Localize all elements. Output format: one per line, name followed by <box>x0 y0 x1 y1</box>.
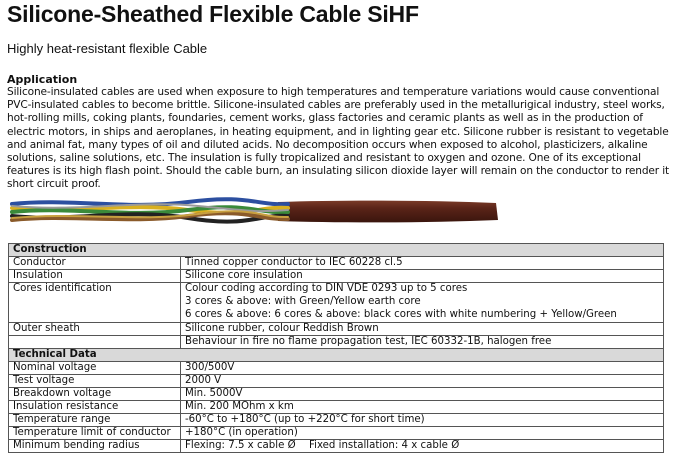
table-row <box>9 440 664 453</box>
application-heading: Application <box>7 73 78 86</box>
row-label: Conductor <box>9 257 181 270</box>
table-row <box>9 427 664 440</box>
table-row <box>9 375 664 388</box>
table-row <box>9 257 664 270</box>
row-label: Insulation resistance <box>9 401 181 414</box>
bending-flexing-value: Flexing: 7.5 x cable Ø <box>185 440 296 451</box>
specification-table <box>8 243 664 453</box>
row-label: Outer sheath <box>9 323 181 336</box>
row-value: Min. 200 MOhm x km <box>181 401 664 414</box>
document-subtitle: Highly heat-resistant flexible Cable <box>7 41 208 56</box>
row-value-line: 6 cores & above: 6 cores & above: black cores with white numbering + Yellow/Green <box>185 309 617 320</box>
row-value-line: 3 cores & above: with Green/Yellow earth core <box>185 296 421 307</box>
technical-heading: Technical Data <box>9 349 664 362</box>
row-value: Behaviour in fire no flame propagation test, IEC 60332-1B, halogen free <box>181 336 664 349</box>
row-value: 300/500V <box>181 362 664 375</box>
table-row <box>9 283 664 323</box>
application-text: Silicone-insulated cables are used when exposure to high temperatures and temperature variations would cause conventional PVC-insulated cables to become brittle. Silicone-insulated cables are preferably used in the metallurigical industry, steel works, hot-rolling mills, coking plants, foundaries, cement works, glass factories and ceramic plants as well as in the production of electric motors, in ships and aeroplanes, in heating equipment, and in lighting gear etc. Silicone rubber is resistant to vegetable and animal fat, many types of oil and diluted acids. No decomposition occurs when exposed to alcohol, plasticizers, alkaline solutions, saline solutions, etc. The insulation is fully tropicalized and resistant to oxygen and ozone. One of its exceptional features is its high flash point. Should the cable burn, an insulating silicon dioxide layer will remain on the conductor to render it short circuit proof. <box>7 86 670 191</box>
row-label: Temperature range <box>9 414 181 427</box>
table-row <box>9 323 664 336</box>
cable-photo <box>8 194 500 228</box>
table-row <box>9 362 664 375</box>
row-value: Silicone core insulation <box>181 270 664 283</box>
construction-heading: Construction <box>9 244 664 257</box>
row-value: 2000 V <box>181 375 664 388</box>
table-row <box>9 388 664 401</box>
table-row <box>9 401 664 414</box>
row-label: Nominal voltage <box>9 362 181 375</box>
document-title: Silicone-Sheathed Flexible Cable SiHF <box>7 1 419 27</box>
row-label: Temperature limit of conductor <box>9 427 181 440</box>
bending-fixed-value: Fixed installation: 4 x cable Ø <box>309 440 460 451</box>
row-value <box>181 440 664 453</box>
row-label: Insulation <box>9 270 181 283</box>
row-value: Tinned copper conductor to IEC 60228 cl.5 <box>181 257 664 270</box>
row-value-multiline <box>181 283 664 323</box>
table-row <box>9 336 664 349</box>
row-label <box>9 336 181 349</box>
row-label: Test voltage <box>9 375 181 388</box>
table-row <box>9 270 664 283</box>
row-value: -60°C to +180°C (up to +220°C for short time) <box>181 414 664 427</box>
table-row <box>9 414 664 427</box>
row-value: +180°C (in operation) <box>181 427 664 440</box>
row-label: Minimum bending radius <box>9 440 181 453</box>
technical-section-header <box>9 349 664 362</box>
row-label: Breakdown voltage <box>9 388 181 401</box>
row-value: Silicone rubber, colour Reddish Brown <box>181 323 664 336</box>
construction-section-header <box>9 244 664 257</box>
row-label: Cores identification <box>9 283 181 323</box>
row-value-line: Colour coding according to DIN VDE 0293 up to 5 cores <box>185 283 468 294</box>
row-value: Min. 5000V <box>181 388 664 401</box>
